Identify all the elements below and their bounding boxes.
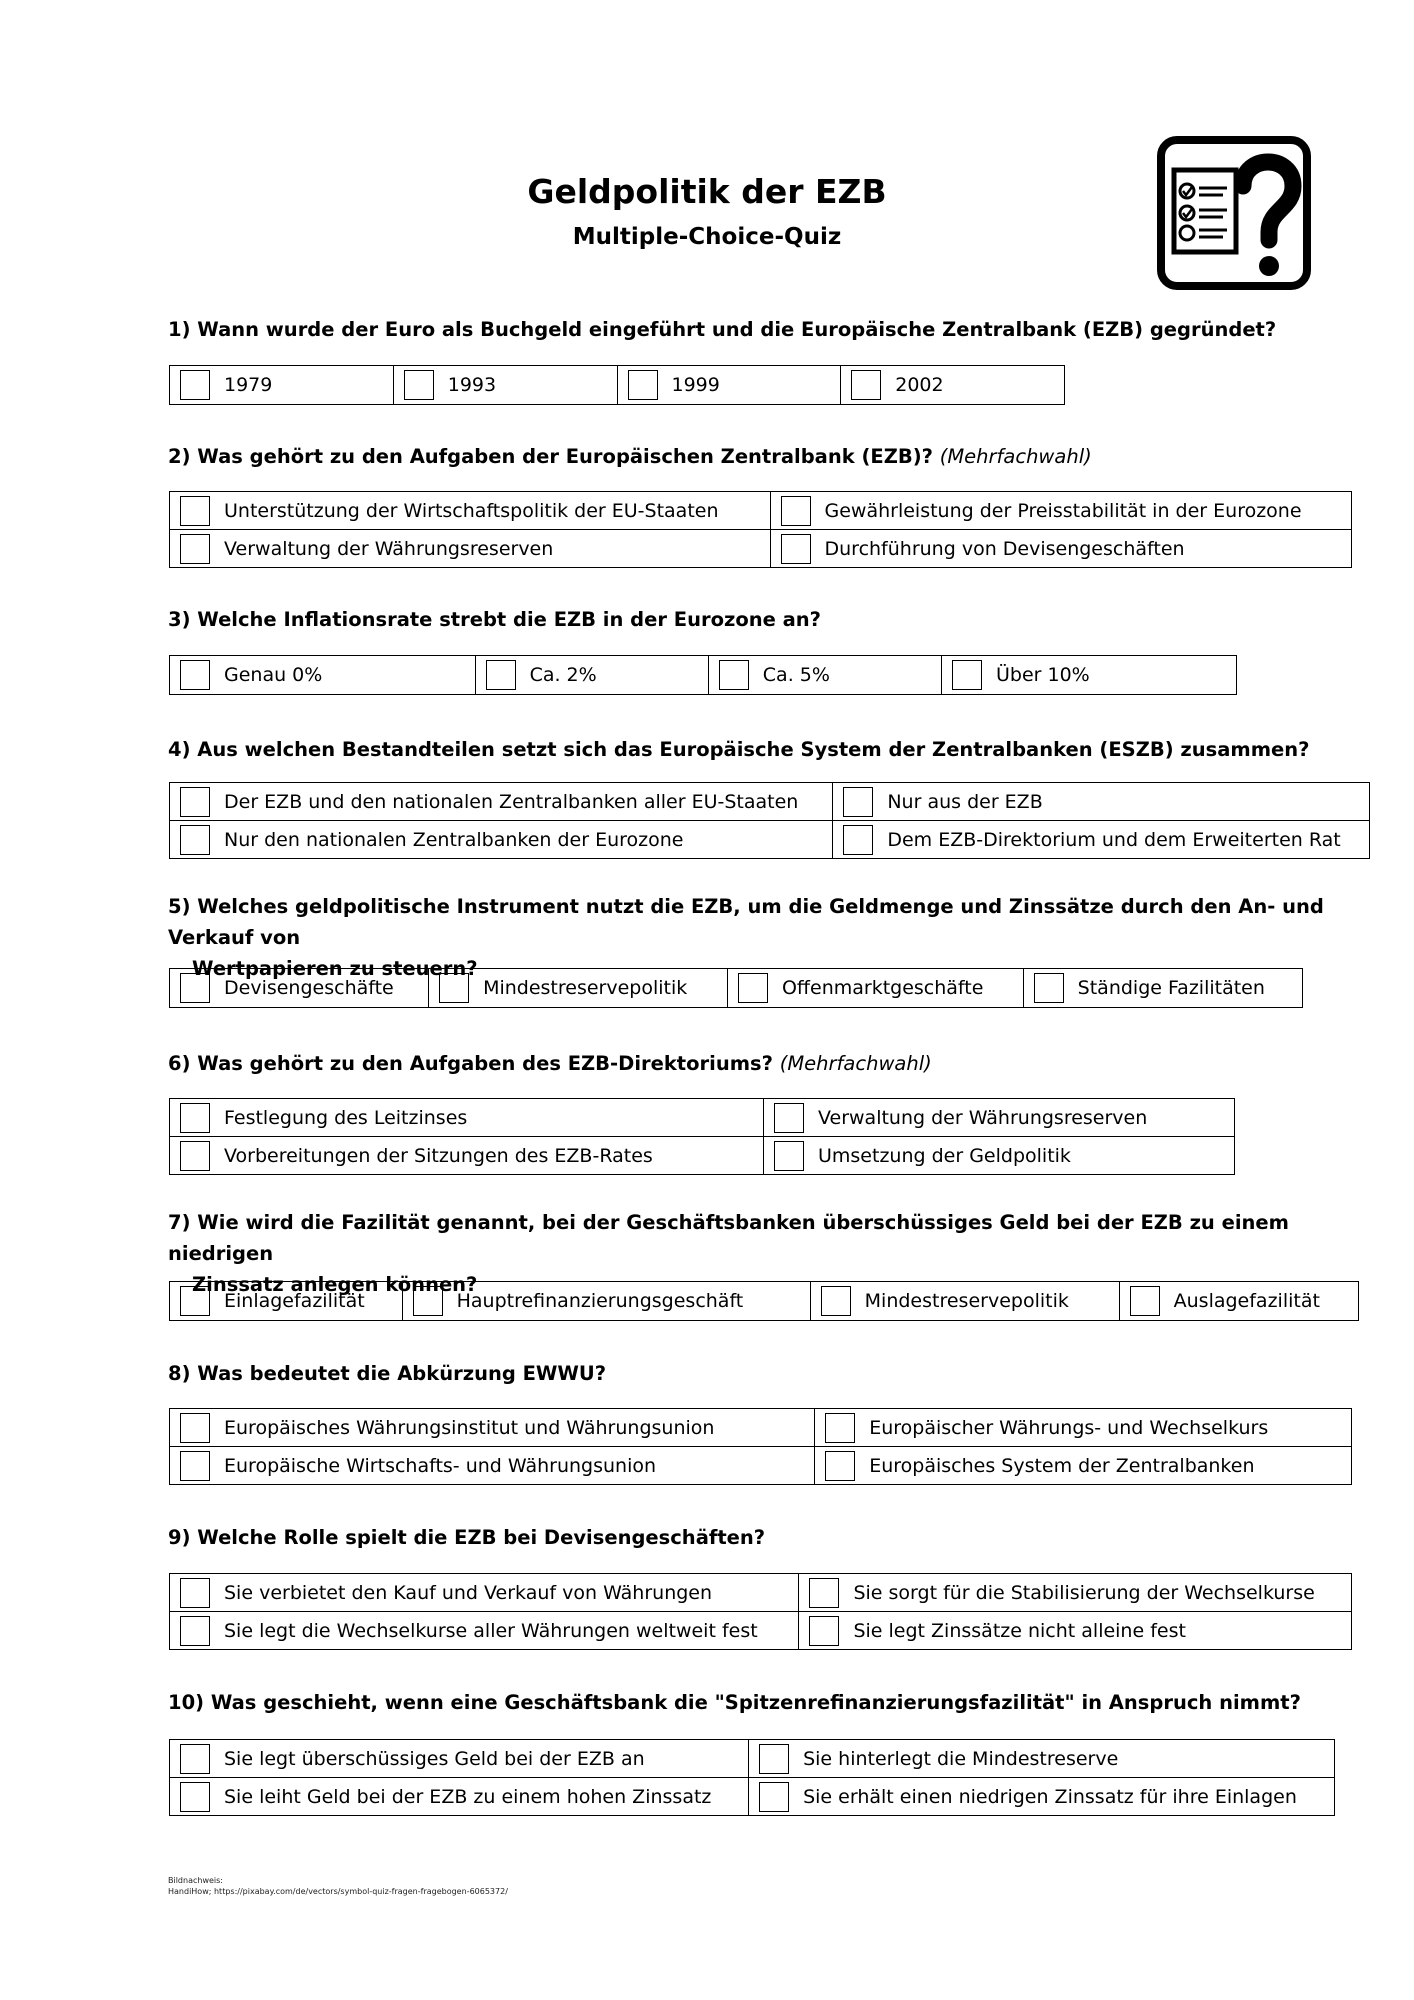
q1-option-2-label: 1993 bbox=[442, 366, 617, 405]
question-9-options bbox=[169, 1573, 1352, 1650]
question-6-text: 6) Was gehört zu den Aufgaben des EZB-Direktoriums? bbox=[168, 1052, 773, 1075]
q4-option-2-checkbox[interactable] bbox=[843, 787, 873, 817]
q3-option-3-checkbox[interactable] bbox=[719, 660, 749, 690]
q5-option-4-label: Ständige Fazilitäten bbox=[1072, 969, 1303, 1008]
q10-option-1-label: Sie legt überschüssiges Geld bei der EZB an bbox=[218, 1740, 749, 1778]
q5-option-3-label: Offenmarktgeschäfte bbox=[776, 969, 1023, 1008]
question-7-text: 7) Wie wird die Fazilität genannt, bei der Geschäftsbanken überschüssiges Geld bei der EZB zu einem niedrigen bbox=[168, 1211, 1289, 1265]
question-5-options bbox=[169, 968, 1303, 1008]
q1-option-3-checkbox[interactable] bbox=[628, 370, 658, 400]
q8-option-4-checkbox[interactable] bbox=[825, 1451, 855, 1481]
q6-option-3-label: Vorbereitungen der Sitzungen des EZB-Rates bbox=[218, 1137, 763, 1175]
q5-option-1-label: Devisengeschäfte bbox=[218, 969, 429, 1008]
q6-option-2-checkbox[interactable] bbox=[774, 1103, 804, 1133]
question-6-options bbox=[169, 1098, 1235, 1175]
question-10 bbox=[168, 1687, 1338, 1718]
q1-option-2-checkbox[interactable] bbox=[404, 370, 434, 400]
q3-option-4-label: Über 10% bbox=[990, 656, 1237, 695]
q2-option-2-label: Gewährleistung der Preisstabilität in der Eurozone bbox=[819, 492, 1352, 530]
q9-option-2-label: Sie sorgt für die Stabilisierung der Wechselkurse bbox=[847, 1574, 1351, 1612]
question-1-text: 1) Wann wurde der Euro als Buchgeld eingeführt und die Europäische Zentralbank (EZB) gegründet? bbox=[168, 318, 1277, 341]
credits-source: HandiHow; https://pixabay.com/de/vectors/symbol-quiz-fragen-fragebogen-6065372/ bbox=[168, 1887, 508, 1896]
q1-option-4-checkbox[interactable] bbox=[851, 370, 881, 400]
q8-option-4-label: Europäisches System der Zentralbanken bbox=[863, 1447, 1351, 1485]
question-1 bbox=[168, 314, 1338, 345]
q9-option-3-label: Sie legt die Wechselkurse aller Währungen weltweit fest bbox=[218, 1612, 799, 1650]
q10-option-1-checkbox[interactable] bbox=[180, 1744, 210, 1774]
q10-option-2-label: Sie hinterlegt die Mindestreserve bbox=[797, 1740, 1334, 1778]
q3-option-3-label: Ca. 5% bbox=[757, 656, 942, 695]
q7-option-4-label: Auslagefazilität bbox=[1168, 1282, 1359, 1321]
q7-option-2-checkbox[interactable] bbox=[413, 1286, 443, 1316]
q3-option-2-checkbox[interactable] bbox=[486, 660, 516, 690]
quiz-checklist-question-icon bbox=[1157, 136, 1311, 290]
question-3-options bbox=[169, 655, 1237, 695]
question-4-options bbox=[169, 782, 1370, 859]
credits-label: Bildnachweis: bbox=[168, 1876, 224, 1885]
q10-option-4-label: Sie erhält einen niedrigen Zinssatz für ihre Einlagen bbox=[797, 1778, 1334, 1816]
q8-option-3-label: Europäische Wirtschafts- und Währungsunion bbox=[218, 1447, 815, 1485]
q2-option-3-checkbox[interactable] bbox=[180, 534, 210, 564]
question-4 bbox=[168, 734, 1338, 765]
question-7-options bbox=[169, 1281, 1359, 1321]
question-5-text-cont: Wertpapieren zu steuern? bbox=[192, 957, 478, 980]
q6-option-4-label: Umsetzung der Geldpolitik bbox=[812, 1137, 1235, 1175]
question-8-text: 8) Was bedeutet die Abkürzung EWWU? bbox=[168, 1362, 607, 1385]
q6-option-1-checkbox[interactable] bbox=[180, 1103, 210, 1133]
q8-option-1-checkbox[interactable] bbox=[180, 1413, 210, 1443]
q4-option-3-label: Nur den nationalen Zentralbanken der Eurozone bbox=[218, 821, 833, 859]
q3-option-1-checkbox[interactable] bbox=[180, 660, 210, 690]
q2-option-2-checkbox[interactable] bbox=[781, 496, 811, 526]
q2-option-3-label: Verwaltung der Währungsreserven bbox=[218, 530, 770, 568]
document-title: Geldpolitik der EZB bbox=[527, 172, 887, 211]
image-credits bbox=[168, 1875, 508, 1897]
question-10-text: 10) Was geschieht, wenn eine Geschäftsbank die "Spitzenrefinanzierungsfazilität" in Anspruch nimmt? bbox=[168, 1691, 1301, 1714]
q4-option-3-checkbox[interactable] bbox=[180, 825, 210, 855]
q2-option-4-checkbox[interactable] bbox=[781, 534, 811, 564]
q9-option-4-checkbox[interactable] bbox=[809, 1616, 839, 1646]
question-10-options bbox=[169, 1739, 1335, 1816]
q6-option-2-label: Verwaltung der Währungsreserven bbox=[812, 1099, 1235, 1137]
q6-option-4-checkbox[interactable] bbox=[774, 1141, 804, 1171]
q7-option-2-label: Hauptrefinanzierungsgeschäft bbox=[451, 1282, 811, 1321]
question-2 bbox=[168, 441, 1338, 472]
q1-option-1-checkbox[interactable] bbox=[180, 370, 210, 400]
question-6-hint: (Mehrfachwahl) bbox=[779, 1052, 932, 1075]
question-3-text: 3) Welche Inflationsrate strebt die EZB in der Eurozone an? bbox=[168, 608, 821, 631]
question-8 bbox=[168, 1358, 1338, 1389]
question-5-text: 5) Welches geldpolitische Instrument nutzt die EZB, um die Geldmenge und Zinssätze durch den An- und Verkauf von bbox=[168, 895, 1324, 949]
q4-option-4-label: Dem EZB-Direktorium und dem Erweiterten Rat bbox=[881, 821, 1369, 859]
q8-option-1-label: Europäisches Währungsinstitut und Währungsunion bbox=[218, 1409, 815, 1447]
q9-option-3-checkbox[interactable] bbox=[180, 1616, 210, 1646]
question-2-text: 2) Was gehört zu den Aufgaben der Europäischen Zentralbank (EZB)? bbox=[168, 445, 933, 468]
q2-option-1-label: Unterstützung der Wirtschaftspolitik der EU-Staaten bbox=[218, 492, 770, 530]
q10-option-4-checkbox[interactable] bbox=[759, 1782, 789, 1812]
question-1-options bbox=[169, 365, 1065, 405]
q1-option-4-label: 2002 bbox=[889, 366, 1064, 405]
q5-option-3-checkbox[interactable] bbox=[738, 973, 768, 1003]
question-3 bbox=[168, 604, 1338, 635]
q9-option-1-label: Sie verbietet den Kauf und Verkauf von Währungen bbox=[218, 1574, 799, 1612]
document-subtitle: Multiple-Choice-Quiz bbox=[572, 224, 842, 250]
q8-option-2-label: Europäischer Währungs- und Wechselkurs bbox=[863, 1409, 1351, 1447]
q5-option-1-checkbox[interactable] bbox=[180, 973, 210, 1003]
q9-option-4-label: Sie legt Zinssätze nicht alleine fest bbox=[847, 1612, 1351, 1650]
q1-option-1-label: 1979 bbox=[218, 366, 393, 405]
q10-option-3-checkbox[interactable] bbox=[180, 1782, 210, 1812]
q7-option-3-checkbox[interactable] bbox=[821, 1286, 851, 1316]
q2-option-4-label: Durchführung von Devisengeschäften bbox=[819, 530, 1352, 568]
question-2-hint: (Mehrfachwahl) bbox=[939, 445, 1092, 468]
q4-option-4-checkbox[interactable] bbox=[843, 825, 873, 855]
q8-option-2-checkbox[interactable] bbox=[825, 1413, 855, 1443]
q2-option-1-checkbox[interactable] bbox=[180, 496, 210, 526]
q5-option-4-checkbox[interactable] bbox=[1034, 973, 1064, 1003]
q1-option-3-label: 1999 bbox=[666, 366, 841, 405]
question-8-options bbox=[169, 1408, 1352, 1485]
q3-option-2-label: Ca. 2% bbox=[524, 656, 709, 695]
question-7-text-cont: Zinssatz anlegen können? bbox=[192, 1273, 478, 1296]
q7-option-1-checkbox[interactable] bbox=[180, 1286, 210, 1316]
q5-option-2-label: Mindestreservepolitik bbox=[477, 969, 727, 1008]
q10-option-2-checkbox[interactable] bbox=[759, 1744, 789, 1774]
question-4-text: 4) Aus welchen Bestandteilen setzt sich das Europäische System der Zentralbanken (ESZB) zusammen? bbox=[168, 738, 1310, 761]
q9-option-2-checkbox[interactable] bbox=[809, 1578, 839, 1608]
question-9 bbox=[168, 1522, 1338, 1553]
q10-option-3-label: Sie leiht Geld bei der EZB zu einem hohen Zinssatz bbox=[218, 1778, 749, 1816]
q4-option-1-checkbox[interactable] bbox=[180, 787, 210, 817]
q3-option-1-label: Genau 0% bbox=[218, 656, 475, 695]
q4-option-1-label: Der EZB und den nationalen Zentralbanken aller EU-Staaten bbox=[218, 783, 833, 821]
q6-option-3-checkbox[interactable] bbox=[180, 1141, 210, 1171]
question-2-options bbox=[169, 491, 1352, 568]
q5-option-2-checkbox[interactable] bbox=[439, 973, 469, 1003]
q7-option-1-label: Einlagefazilität bbox=[218, 1282, 402, 1321]
q9-option-1-checkbox[interactable] bbox=[180, 1578, 210, 1608]
q6-option-1-label: Festlegung des Leitzinses bbox=[218, 1099, 763, 1137]
q8-option-3-checkbox[interactable] bbox=[180, 1451, 210, 1481]
question-9-text: 9) Welche Rolle spielt die EZB bei Devisengeschäften? bbox=[168, 1526, 766, 1549]
q4-option-2-label: Nur aus der EZB bbox=[881, 783, 1369, 821]
q7-option-4-checkbox[interactable] bbox=[1130, 1286, 1160, 1316]
q3-option-4-checkbox[interactable] bbox=[952, 660, 982, 690]
q7-option-3-label: Mindestreservepolitik bbox=[859, 1282, 1119, 1321]
question-6 bbox=[168, 1048, 1338, 1079]
